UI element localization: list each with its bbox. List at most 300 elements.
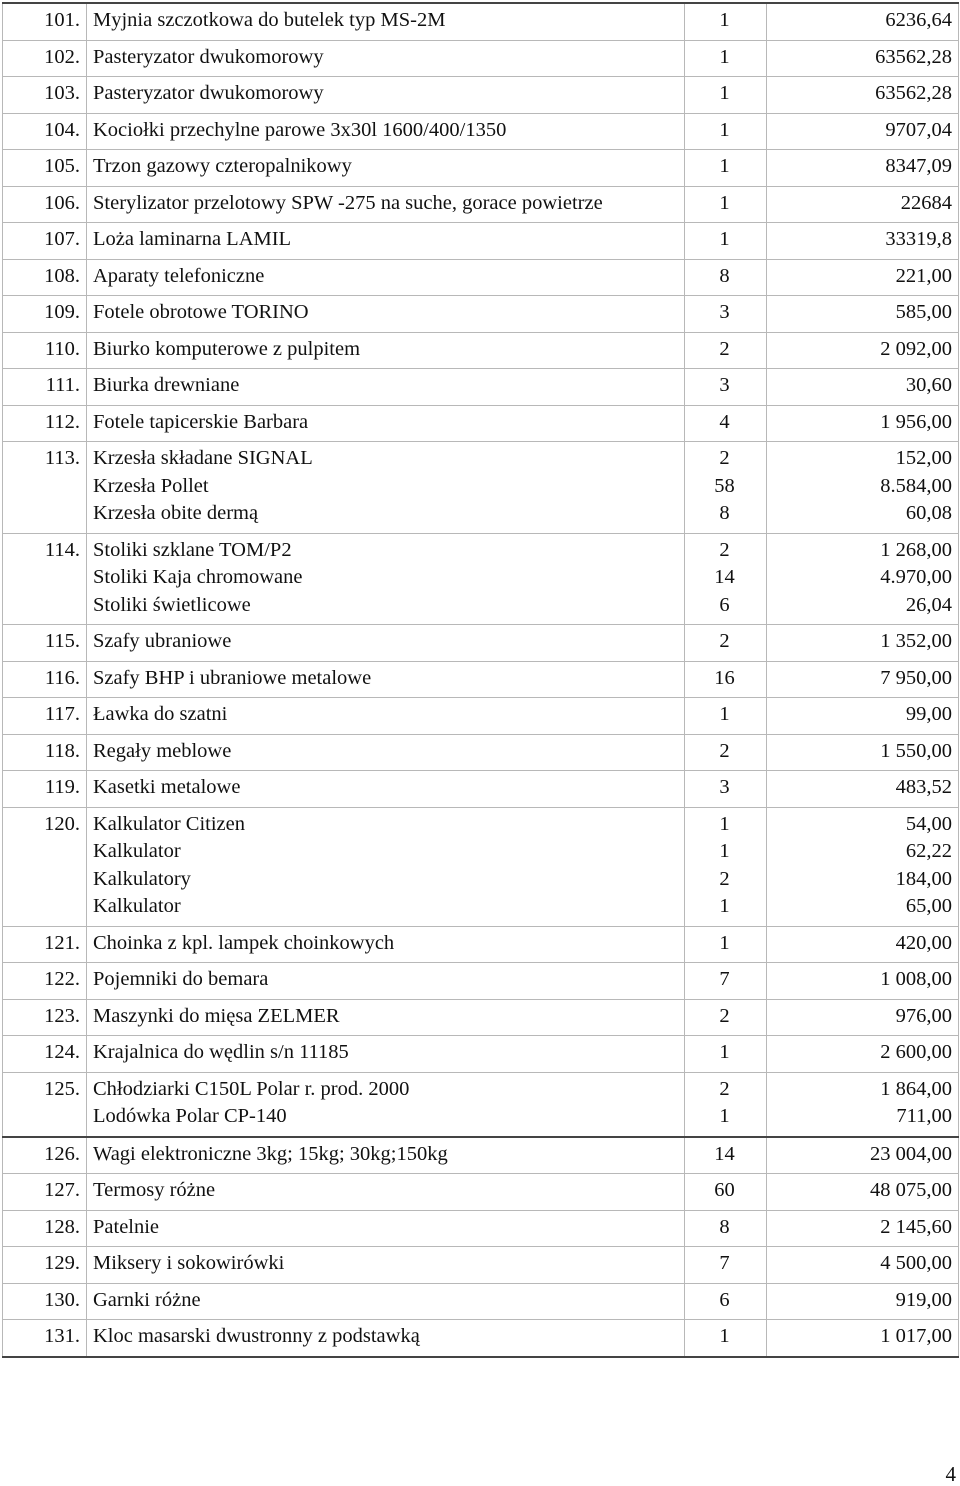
item-name: Kalkulator Citizen (93, 812, 245, 835)
item-name: Krzesła Pollet (93, 474, 209, 497)
table-row (3, 442, 959, 534)
item-number: 103. (44, 82, 80, 104)
table-row (3, 1072, 959, 1137)
item-quantity-cell (685, 3, 767, 40)
table-row (3, 186, 959, 223)
item-number: 125. (44, 1077, 80, 1100)
item-number-cell (3, 1174, 87, 1211)
table-row (3, 332, 959, 369)
item-name: Aparaty telefoniczne (93, 264, 265, 287)
item-value-cell (767, 259, 959, 296)
table-row (3, 296, 959, 333)
item-name-cell (87, 3, 685, 40)
item-name: Sterylizator przelotowy SPW -275 na suche, gorace powietrze (93, 191, 603, 214)
item-quantity-cell (685, 1247, 767, 1284)
item-quantity: 2 (719, 867, 730, 890)
item-name: Miksery i sokowirówki (93, 1252, 285, 1274)
item-quantity-cell (685, 40, 767, 77)
table-row (3, 223, 959, 260)
item-quantity: 16 (714, 666, 735, 689)
item-value-cell (767, 734, 959, 771)
item-name-cell (87, 926, 685, 963)
item-name-cell (87, 734, 685, 771)
item-value: 585,00 (895, 301, 952, 323)
item-quantity-cell (685, 698, 767, 735)
item-name-cell (87, 259, 685, 296)
item-quantity-cell (685, 259, 767, 296)
item-value: 152,00 (895, 447, 952, 469)
table-row (3, 1036, 959, 1073)
item-number: 128. (44, 1215, 80, 1238)
item-value-cell (767, 1247, 959, 1284)
item-value-cell (767, 1283, 959, 1320)
item-name-cell (87, 1247, 685, 1284)
item-value-cell (767, 186, 959, 223)
item-name: Loża laminarna LAMIL (93, 228, 292, 250)
item-quantity-cell (685, 113, 767, 150)
item-name: Choinka z kpl. lampek choinkowych (93, 931, 395, 954)
item-value: 26,04 (905, 593, 952, 616)
item-value: 22684 (900, 191, 952, 214)
table-row (3, 698, 959, 735)
item-quantity: 6 (719, 593, 730, 616)
table-row (3, 625, 959, 662)
item-name: Stoliki świetlicowe (93, 593, 251, 616)
item-name-cell (87, 442, 685, 534)
table-row (3, 77, 959, 114)
table-row (3, 1210, 959, 1247)
item-name: Pasteryzator dwukomorowy (93, 45, 324, 68)
item-number-cell (3, 1247, 87, 1284)
item-value: 1 008,00 (880, 968, 952, 990)
item-value: 48 075,00 (870, 1179, 952, 1201)
item-value-cell (767, 369, 959, 406)
item-value-cell (767, 332, 959, 369)
item-number: 106. (44, 191, 80, 214)
item-number-cell (3, 113, 87, 150)
item-number-cell (3, 259, 87, 296)
item-quantity: 1 (719, 191, 730, 214)
item-name-cell (87, 1072, 685, 1137)
item-number: 114. (44, 538, 80, 561)
item-value: 7 950,00 (880, 666, 952, 689)
item-number: 119. (44, 776, 80, 798)
item-number-cell (3, 332, 87, 369)
item-number: 111. (45, 374, 80, 396)
item-quantity-cell (685, 1072, 767, 1137)
item-quantity-cell (685, 1210, 767, 1247)
table-row (3, 150, 959, 187)
item-value-cell (767, 698, 959, 735)
item-value: 1 268,00 (880, 538, 952, 561)
item-number: 120. (44, 812, 80, 835)
item-name: Chłodziarki C150L Polar r. prod. 2000 (93, 1077, 410, 1100)
item-name: Kloc masarski dwustronny z podstawką (93, 1325, 420, 1347)
item-number: 115. (44, 630, 80, 652)
table-row (3, 1283, 959, 1320)
item-quantity-cell (685, 150, 767, 187)
table-row (3, 369, 959, 406)
item-number-cell (3, 625, 87, 662)
item-number-cell (3, 1320, 87, 1357)
item-value-cell (767, 77, 959, 114)
item-name: Szafy ubraniowe (93, 630, 232, 652)
item-quantity-cell (685, 1137, 767, 1174)
item-number-cell (3, 1072, 87, 1137)
item-quantity-cell (685, 999, 767, 1036)
item-value: 420,00 (895, 931, 952, 954)
item-value: 2 145,60 (880, 1215, 952, 1238)
item-quantity: 3 (719, 776, 730, 798)
table-row (3, 3, 959, 40)
item-name: Termosy różne (93, 1179, 216, 1201)
item-quantity: 14 (714, 1142, 735, 1165)
item-quantity: 2 (719, 739, 730, 762)
item-number-cell (3, 926, 87, 963)
item-value-cell (767, 296, 959, 333)
item-quantity: 8 (719, 264, 730, 287)
item-number: 101. (44, 9, 80, 31)
item-quantity-cell (685, 1174, 767, 1211)
item-number-cell (3, 40, 87, 77)
item-name-cell (87, 113, 685, 150)
item-quantity-cell (685, 533, 767, 625)
item-value-cell (767, 442, 959, 534)
item-name: Fotele obrotowe TORINO (93, 301, 309, 323)
item-value: 63562,28 (875, 45, 952, 68)
item-quantity: 3 (719, 301, 730, 323)
item-value: 1 864,00 (880, 1077, 952, 1100)
item-name-cell (87, 1174, 685, 1211)
item-number-cell (3, 999, 87, 1036)
item-number-cell (3, 296, 87, 333)
item-name: Kalkulator (93, 840, 181, 862)
table-row (3, 1247, 959, 1284)
item-number: 110. (44, 337, 80, 360)
item-number-cell (3, 698, 87, 735)
item-name: Lodówka Polar CP-140 (93, 1105, 287, 1127)
item-value: 63562,28 (875, 82, 952, 104)
item-quantity: 4 (719, 410, 730, 433)
item-number: 129. (44, 1252, 80, 1274)
table-row (3, 807, 959, 926)
table-row (3, 1174, 959, 1211)
item-number-cell (3, 1036, 87, 1073)
item-quantity: 1 (719, 1105, 730, 1127)
item-value-cell (767, 113, 959, 150)
item-quantity-cell (685, 1320, 767, 1357)
item-value: 1 352,00 (880, 630, 952, 652)
item-quantity: 1 (719, 155, 730, 177)
item-name-cell (87, 332, 685, 369)
item-value: 919,00 (895, 1288, 952, 1311)
item-name-cell (87, 77, 685, 114)
item-quantity-cell (685, 1036, 767, 1073)
table-row (3, 926, 959, 963)
item-value-cell (767, 1137, 959, 1174)
item-quantity: 1 (719, 703, 730, 725)
item-name-cell (87, 369, 685, 406)
table-row (3, 999, 959, 1036)
item-name-cell (87, 296, 685, 333)
table-row (3, 113, 959, 150)
table-row (3, 259, 959, 296)
item-name-cell (87, 807, 685, 926)
item-quantity: 60 (714, 1179, 735, 1201)
item-number: 121. (44, 931, 80, 954)
item-name-cell (87, 1137, 685, 1174)
item-value: 9707,04 (885, 118, 952, 141)
item-value: 221,00 (895, 264, 952, 287)
item-value: 62,22 (905, 840, 952, 862)
item-value-cell (767, 926, 959, 963)
table-row (3, 40, 959, 77)
item-name: Szafy BHP i ubraniowe metalowe (93, 666, 372, 689)
item-quantity-cell (685, 661, 767, 698)
item-quantity-cell (685, 442, 767, 534)
item-name: Trzon gazowy czteropalnikowy (93, 155, 352, 177)
item-quantity: 1 (719, 9, 730, 31)
item-number-cell (3, 1137, 87, 1174)
item-name-cell (87, 771, 685, 808)
item-name: Kasetki metalowe (93, 776, 241, 798)
item-quantity: 1 (719, 1325, 730, 1347)
item-name: Maszynki do mięsa ZELMER (93, 1004, 340, 1027)
item-value: 483,52 (895, 776, 952, 798)
item-name: Stoliki szklane TOM/P2 (93, 538, 292, 561)
item-number-cell (3, 533, 87, 625)
item-quantity: 2 (719, 337, 730, 360)
item-number-cell (3, 771, 87, 808)
item-name-cell (87, 186, 685, 223)
item-value-cell (767, 533, 959, 625)
item-number-cell (3, 807, 87, 926)
item-number: 109. (44, 301, 80, 323)
item-quantity: 1 (719, 45, 730, 68)
item-quantity: 1 (719, 228, 730, 250)
item-quantity: 7 (719, 1252, 730, 1274)
table-row (3, 1137, 959, 1174)
item-quantity-cell (685, 807, 767, 926)
table-row (3, 405, 959, 442)
page-number: 4 (945, 1462, 956, 1486)
item-value: 8.584,00 (880, 474, 952, 497)
item-quantity: 6 (719, 1288, 730, 1311)
item-name-cell (87, 999, 685, 1036)
item-value-cell (767, 1174, 959, 1211)
item-quantity: 14 (714, 566, 735, 588)
item-value: 30,60 (905, 374, 952, 396)
item-number: 116. (44, 666, 80, 689)
item-quantity: 1 (719, 118, 730, 141)
item-value: 976,00 (895, 1004, 952, 1027)
item-number-cell (3, 223, 87, 260)
item-number-cell (3, 150, 87, 187)
item-value: 99,00 (905, 703, 952, 725)
item-value-cell (767, 3, 959, 40)
item-quantity-cell (685, 963, 767, 1000)
inventory-table (2, 2, 959, 1358)
item-quantity: 1 (719, 895, 730, 917)
item-name-cell (87, 661, 685, 698)
item-number: 118. (44, 739, 80, 762)
item-number-cell (3, 963, 87, 1000)
item-number: 124. (44, 1041, 80, 1063)
item-quantity-cell (685, 296, 767, 333)
item-quantity-cell (685, 926, 767, 963)
item-name-cell (87, 698, 685, 735)
table-row (3, 661, 959, 698)
item-name-cell (87, 625, 685, 662)
item-value: 184,00 (895, 867, 952, 890)
item-name: Krzesła obite dermą (93, 502, 259, 524)
item-quantity: 1 (719, 812, 730, 835)
item-value: 4.970,00 (880, 566, 952, 588)
item-quantity-cell (685, 1283, 767, 1320)
item-name-cell (87, 223, 685, 260)
item-number: 131. (44, 1325, 80, 1347)
item-name-cell (87, 1210, 685, 1247)
table-row (3, 734, 959, 771)
item-quantity: 7 (719, 968, 730, 990)
item-name: Krajalnica do wędlin s/n 11185 (93, 1041, 349, 1063)
item-quantity: 8 (719, 1215, 730, 1238)
item-quantity: 1 (719, 1041, 730, 1063)
item-value: 54,00 (905, 812, 952, 835)
item-name: Wagi elektroniczne 3kg; 15kg; 30kg;150kg (93, 1142, 448, 1165)
item-quantity: 2 (719, 447, 730, 469)
item-number-cell (3, 661, 87, 698)
item-name: Fotele tapicerskie Barbara (93, 410, 309, 433)
item-value-cell (767, 771, 959, 808)
item-number: 126. (44, 1142, 80, 1165)
item-name: Ławka do szatni (93, 703, 228, 725)
inventory-table-body (3, 3, 959, 1357)
item-value-cell (767, 223, 959, 260)
item-value: 23 004,00 (870, 1142, 952, 1165)
item-value: 65,00 (905, 895, 952, 917)
item-quantity-cell (685, 771, 767, 808)
item-quantity-cell (685, 734, 767, 771)
item-name-cell (87, 963, 685, 1000)
item-quantity-cell (685, 625, 767, 662)
item-number: 123. (44, 1004, 80, 1027)
item-value-cell (767, 963, 959, 1000)
item-number-cell (3, 442, 87, 534)
item-number: 102. (44, 45, 80, 68)
item-value-cell (767, 625, 959, 662)
item-value: 33319,8 (885, 228, 952, 250)
item-quantity-cell (685, 405, 767, 442)
table-row (3, 771, 959, 808)
item-name: Pasteryzator dwukomorowy (93, 82, 324, 104)
item-quantity-cell (685, 369, 767, 406)
item-number-cell (3, 405, 87, 442)
item-name: Kalkulator (93, 895, 181, 917)
item-value: 60,08 (905, 502, 952, 524)
item-name: Biurko komputerowe z pulpitem (93, 337, 361, 360)
item-value-cell (767, 1072, 959, 1137)
item-number: 104. (44, 118, 80, 141)
item-number-cell (3, 734, 87, 771)
item-number: 127. (44, 1179, 80, 1201)
item-name: Krzesła składane SIGNAL (93, 447, 313, 469)
item-quantity-cell (685, 186, 767, 223)
item-number: 107. (44, 228, 80, 250)
item-value: 2 600,00 (880, 1041, 952, 1063)
item-name: Kociołki przechylne parowe 3x30l 1600/400/1350 (93, 118, 507, 141)
item-value-cell (767, 40, 959, 77)
item-quantity-cell (685, 77, 767, 114)
item-name-cell (87, 1283, 685, 1320)
item-value-cell (767, 1210, 959, 1247)
item-number-cell (3, 1283, 87, 1320)
item-value: 1 956,00 (880, 410, 952, 433)
item-quantity: 3 (719, 374, 730, 396)
table-row (3, 533, 959, 625)
item-value-cell (767, 999, 959, 1036)
item-name: Kalkulatory (93, 867, 191, 890)
item-name: Biurka drewniane (93, 374, 240, 396)
item-name-cell (87, 150, 685, 187)
item-value-cell (767, 1320, 959, 1357)
item-quantity: 1 (719, 840, 730, 862)
item-number: 122. (44, 968, 80, 990)
item-name-cell (87, 1036, 685, 1073)
item-name-cell (87, 533, 685, 625)
item-quantity: 58 (714, 474, 735, 497)
item-name: Myjnia szczotkowa do butelek typ MS-2M (93, 9, 446, 31)
item-quantity: 1 (719, 931, 730, 954)
item-value: 8347,09 (885, 155, 952, 177)
item-number: 130. (44, 1288, 80, 1311)
item-number: 117. (44, 703, 80, 725)
item-name-cell (87, 405, 685, 442)
item-value: 711,00 (896, 1105, 952, 1127)
item-quantity: 1 (719, 82, 730, 104)
item-name: Stoliki Kaja chromowane (93, 566, 303, 588)
item-name: Patelnie (93, 1215, 160, 1238)
item-quantity: 2 (719, 1004, 730, 1027)
item-number-cell (3, 3, 87, 40)
item-quantity-cell (685, 332, 767, 369)
item-value-cell (767, 1036, 959, 1073)
table-row (3, 963, 959, 1000)
item-name: Garnki różne (93, 1288, 201, 1311)
item-value: 2 092,00 (880, 337, 952, 360)
item-number: 113. (44, 447, 80, 469)
item-name: Regały meblowe (93, 739, 232, 762)
item-quantity: 8 (719, 502, 730, 524)
item-name-cell (87, 1320, 685, 1357)
item-value: 1 550,00 (880, 739, 952, 762)
item-name: Pojemniki do bemara (93, 968, 269, 990)
table-row (3, 1320, 959, 1357)
item-value: 6236,64 (885, 9, 952, 31)
item-number: 112. (44, 410, 80, 433)
item-number-cell (3, 186, 87, 223)
item-value: 1 017,00 (880, 1325, 952, 1347)
item-name-cell (87, 40, 685, 77)
item-value: 4 500,00 (880, 1252, 952, 1274)
item-number: 105. (44, 155, 80, 177)
item-number-cell (3, 1210, 87, 1247)
item-number-cell (3, 369, 87, 406)
item-quantity: 2 (719, 630, 730, 652)
item-value-cell (767, 150, 959, 187)
item-quantity-cell (685, 223, 767, 260)
item-value-cell (767, 661, 959, 698)
